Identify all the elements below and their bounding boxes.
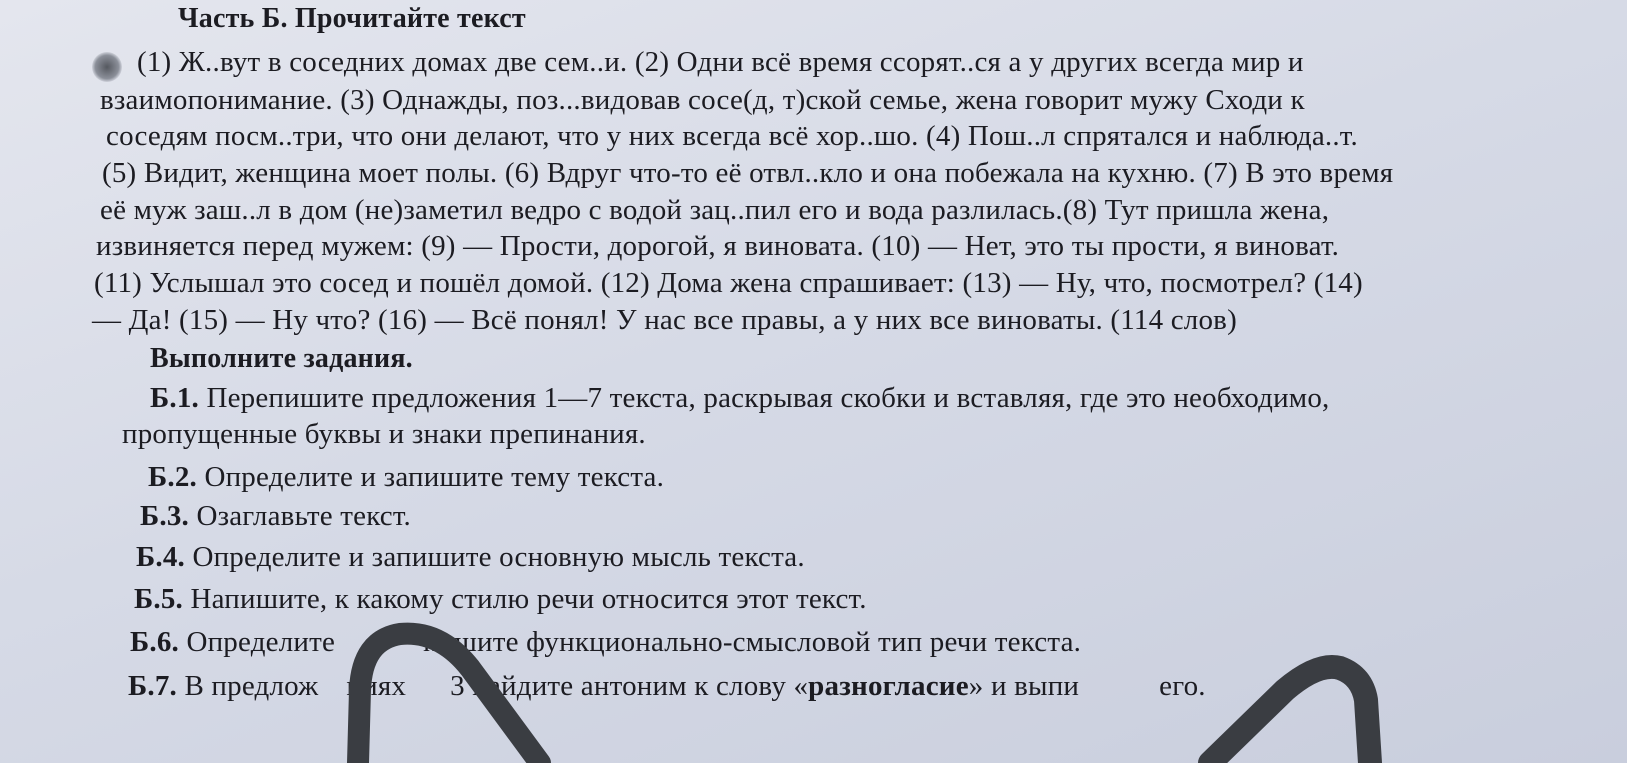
task-keyword: разногласие bbox=[808, 670, 969, 702]
task-text-part: В предлож bbox=[184, 670, 319, 702]
task-text-part: » и выпи bbox=[968, 670, 1080, 702]
task-text: Определите и запишите основную мысль текста. bbox=[192, 541, 805, 573]
task-text-part: 3 найдите антоним к слову « bbox=[450, 670, 809, 702]
task-number: Б.5. bbox=[134, 583, 183, 615]
right-holder-clip bbox=[1210, 667, 1370, 763]
task-text: Перепишите предложения 1—7 текста, раскрывая скобки и вставляя, где это необходимо, bbox=[206, 382, 1330, 414]
tasks-heading: Выполните задания. bbox=[150, 343, 413, 374]
task-number: Б.2. bbox=[148, 461, 197, 493]
text-line: (1) Ж..вут в соседних домах две сем..и. (2) Одни всё время ссорят..ся а у других всегда мир и bbox=[137, 46, 1304, 78]
left-holder-clip bbox=[358, 634, 540, 763]
text-line: извиняется перед мужем: (9) — Прости, дорогой, я виновата. (10) — Нет, это ты прости, я виноват. bbox=[96, 230, 1340, 262]
task-text-end: пишите функционально-смысловой тип речи текста. bbox=[423, 626, 1082, 658]
task-item-continuation: пропущенные буквы и знаки препинания. bbox=[122, 418, 646, 450]
text-line: (11) Услышал это сосед и пошёл домой. (12) Дома жена спрашивает: (13) — Ну, что, посмотрел? (14) bbox=[94, 267, 1363, 299]
task-number: Б.3. bbox=[140, 500, 189, 532]
task-text-part: его. bbox=[1159, 670, 1206, 702]
task-number: Б.4. bbox=[136, 541, 185, 573]
task-number: Б.6. bbox=[130, 626, 179, 658]
text-line: соседям посм..три, что они делают, что у них всегда всё хор..шо. (4) Пош..л спрятался и наблюда..т. bbox=[106, 120, 1358, 152]
task-text: Напишите, к какому стилю речи относится этот текст. bbox=[190, 583, 867, 615]
task-number: Б.1. bbox=[150, 382, 199, 414]
section-title: Часть Б. Прочитайте текст bbox=[178, 3, 526, 34]
text-line: — Да! (15) — Ну что? (16) — Всё понял! У нас все правы, а у них все виноваты. (114 слов) bbox=[92, 304, 1237, 336]
text-line: (5) Видит, женщина моет полы. (6) Вдруг что-то её отвл..кло и она побежала на кухню. (7) В это время bbox=[102, 157, 1394, 189]
text-line: взаимопонимание. (3) Однажды, поз...видовав сосе(д, т)ской семье, жена говорит мужу Сходи к bbox=[100, 84, 1305, 116]
text-line: её муж заш..л в дом (не)заметил ведро с водой зац..пил его и вода разлилась.(8) Тут пришла жена, bbox=[100, 194, 1330, 226]
task-text: Озаглавьте текст. bbox=[196, 500, 412, 532]
task-text-start: Определите bbox=[186, 626, 336, 658]
task-text: Определите и запишите тему текста. bbox=[204, 461, 665, 493]
task-number: Б.7. bbox=[128, 670, 177, 702]
task-text-part: ниях bbox=[346, 670, 407, 702]
